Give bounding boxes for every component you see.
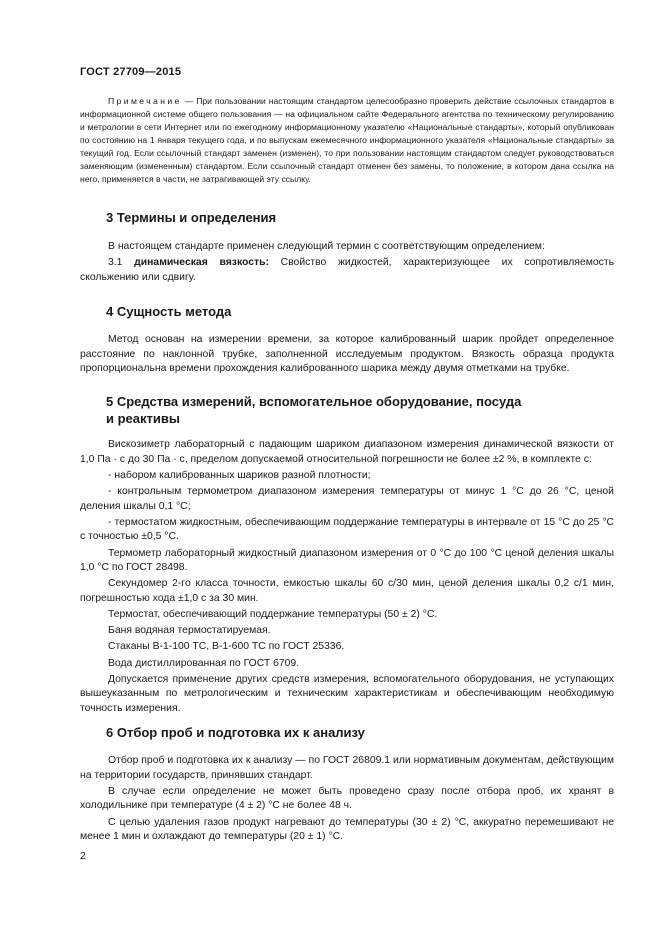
section-4-paragraph: Метод основан на измерении времени, за которое калиброванный шарик пройдет определенное расстояние по наклонной трубке, заполненной исследуемым продуктом. Вязкость образца продукта пропорциональна времени прохождения калиброванного шарика между двумя отметками на трубке.: [80, 334, 614, 375]
section-5-paragraph: Допускается применение других средств измерения, вспомогательного оборудования, не уступающих вышеуказанным по метрологическим и техническим характеристикам и обеспечивающим необходимую точность измерения.: [80, 673, 614, 715]
section-5-paragraph: Термометр лабораторный жидкостный диапазоном измерения от 0 °С до 100 °С ценой деления шкалы 1,0 °С по ГОСТ 28498.: [80, 547, 614, 574]
section-6-paragraph: В случае если определение не может быть проведено сразу после отбора проб, их хранят в холодильнике при температуре (4 ± 2) °С не более 48 ч.: [80, 785, 614, 812]
note-label: Примечание: [108, 96, 182, 106]
section-5-title: [106, 393, 521, 427]
section-5-body: [80, 438, 614, 718]
term-definition: Свойство жидкостей, характеризующее их сопротивляемость скольжению или сдвигу.: [80, 257, 614, 283]
section-6-title: 6 Отбор проб и подготовка их к анализу: [106, 725, 365, 740]
section-3-intro: В настоящем стандарте применен следующий термин с соответствующим определением:: [108, 241, 545, 252]
section-3-definition: [80, 256, 614, 285]
section-5-paragraph: Вискозиметр лабораторный с падающим шариком диапазоном измерения динамической вязкости от 1,0 Па · с до 30 Па · с, пределом допускаемой относительной погрешности не более ±2 %, в комплекте с:: [80, 439, 614, 465]
section-5-paragraph: - термостатом жидкостным, обеспечивающим поддержание температуры в интервале от 15 °С до 25 °С с точностью ±0,5 °С.: [80, 516, 614, 543]
note-text: — При пользовании настоящим стандартом целесообразно проверить действие ссылочных стандартов в информационной системе общего пользования — на официальном сайте Федерального агентства по техническому регулированию и метрологии в сети Интернет или по ежегодному информационному указателю «Национальные стандарты», который опубликован по состоянию на 1 января текущего года, и по выпускам ежемесячного информационного указателя «Национальные стандарты» за текущий год. Если ссылочный стандарт заменен (изменен), то при пользовании настоящим стандартом следует руководствоваться заменяющим (измененным) стандартом. Если ссылочный стандарт отменен без замены, то положение, в котором дана ссылка на него, применяется в части, не затрагивающей эту ссылку.: [80, 96, 615, 184]
note-paragraph: [80, 95, 614, 186]
section-5-paragraph: - набором калиброванных шариков разной плотности;: [108, 469, 371, 481]
section-5-paragraph: - контрольным термометром диапазоном измерения температуры от минус 1 °С до 26 °С, ценой деления шкалы 0,1 °С;: [80, 485, 614, 512]
section-4-title: 4 Сущность метода: [106, 304, 232, 319]
section-6-paragraph: С целью удаления газов продукт нагревают до температуры (30 ± 2) °С, аккуратно перемешивают не менее 1 мин и охлаждают до температуры (20 ± 1) °С.: [80, 816, 614, 843]
section-6-body: [80, 754, 614, 846]
section-6-paragraph: Отбор проб и подготовка их к анализу — по ГОСТ 26809.1 или нормативным документам, действующим на территории государств, принявших стандарт.: [80, 755, 614, 781]
document-header: ГОСТ 27709—2015: [80, 66, 182, 78]
note-block: [80, 95, 614, 186]
section-3-body: [80, 240, 614, 287]
section-5-title-line-2: и реактивы: [106, 411, 180, 426]
section-5-paragraph: Стаканы В-1-100 ТС, В-1-600 ТС по ГОСТ 25336.: [108, 641, 345, 653]
section-5-paragraph: Вода дистиллированная по ГОСТ 6709.: [108, 657, 300, 669]
section-5-paragraph: Баня водяная термостатируемая.: [108, 625, 271, 637]
term-number: 3.1: [108, 257, 123, 269]
section-5-paragraph: Секундомер 2-го класса точности, емкостью шкалы 60 с/30 мин, ценой деления шкалы 0,2 с/1 мин, погрешностью хода ±1,0 с за 30 мин.: [80, 578, 614, 604]
section-5-paragraph: Термостат, обеспечивающий поддержание температуры (50 ± 2) °С.: [108, 609, 438, 621]
section-5-title-line-1: 5 Средства измерений, вспомогательное оборудование, посуда: [106, 394, 522, 409]
section-4-body: [80, 333, 614, 378]
section-3-title: 3 Термины и определения: [106, 210, 277, 225]
term-name: динамическая вязкость:: [134, 257, 269, 269]
page-number: 2: [80, 850, 86, 862]
